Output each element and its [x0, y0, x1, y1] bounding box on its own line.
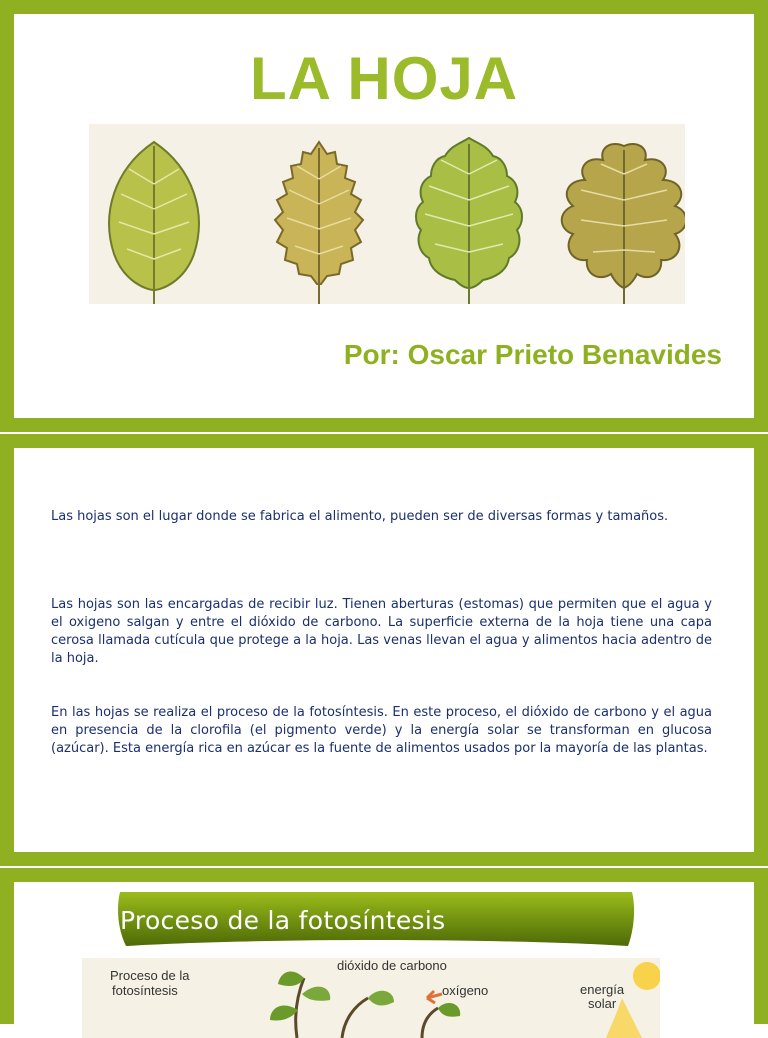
slide-photosynthesis	[0, 868, 768, 1024]
section-title: Proceso de la fotosíntesis	[120, 906, 446, 935]
section-banner	[112, 888, 638, 950]
leaf-illustration	[89, 124, 685, 304]
label-oxygen: oxígeno	[442, 983, 489, 998]
leaf-icon-serrated	[275, 142, 363, 304]
leaf-icon-toothed	[416, 138, 522, 304]
slide-title	[0, 0, 768, 432]
paragraph-leaves-light: Las hojas son las encargadas de recibir luz. Tienen aberturas (estomas) que permiten que el agua y el oxigeno salgan y entre el dióxido de carbono. La superficie externa de la hoja tiene una capa cerosa llamada cutícula que protege a la hoja. Las venas llevan el agua y alimentos hacia adentro de la hoja.	[51, 597, 712, 666]
label-co2: dióxido de carbono	[337, 958, 447, 973]
label-energy-line2: solar	[588, 996, 617, 1011]
paragraph-leaves-food: Las hojas son el lugar donde se fabrica el alimento, pueden ser de diversas formas y tamaños.	[51, 509, 669, 524]
paragraph-photosynthesis: En las hojas se realiza el proceso de la fotosíntesis. En este proceso, el dióxido de carbono y el agua en presencia de la clorofila (el pigmento verde) y la energía solar se transforman en glucosa (azúcar). Esta energía rica en azúcar es la fuente de alimentos usados por la mayoría de las plantas.	[51, 705, 712, 756]
diagram-title-line2: fotosíntesis	[112, 983, 178, 998]
page-title: LA HOJA	[249, 45, 519, 112]
label-energy-line1: energía	[580, 982, 625, 997]
slide-description-content	[14, 448, 754, 852]
slide-title-content	[14, 14, 754, 418]
photosynthesis-diagram	[82, 958, 660, 1038]
arrow-icon	[427, 991, 442, 1003]
slide-photosynthesis-content	[14, 882, 754, 1024]
author-line: Por: Oscar Prieto Benavides	[343, 339, 722, 370]
diagram-title-line1: Proceso de la	[110, 968, 190, 983]
leaf-icon-lobed	[562, 144, 685, 304]
slide-description	[0, 434, 768, 866]
leaf-icon-smooth	[109, 142, 199, 304]
plant-icon	[270, 971, 460, 1038]
